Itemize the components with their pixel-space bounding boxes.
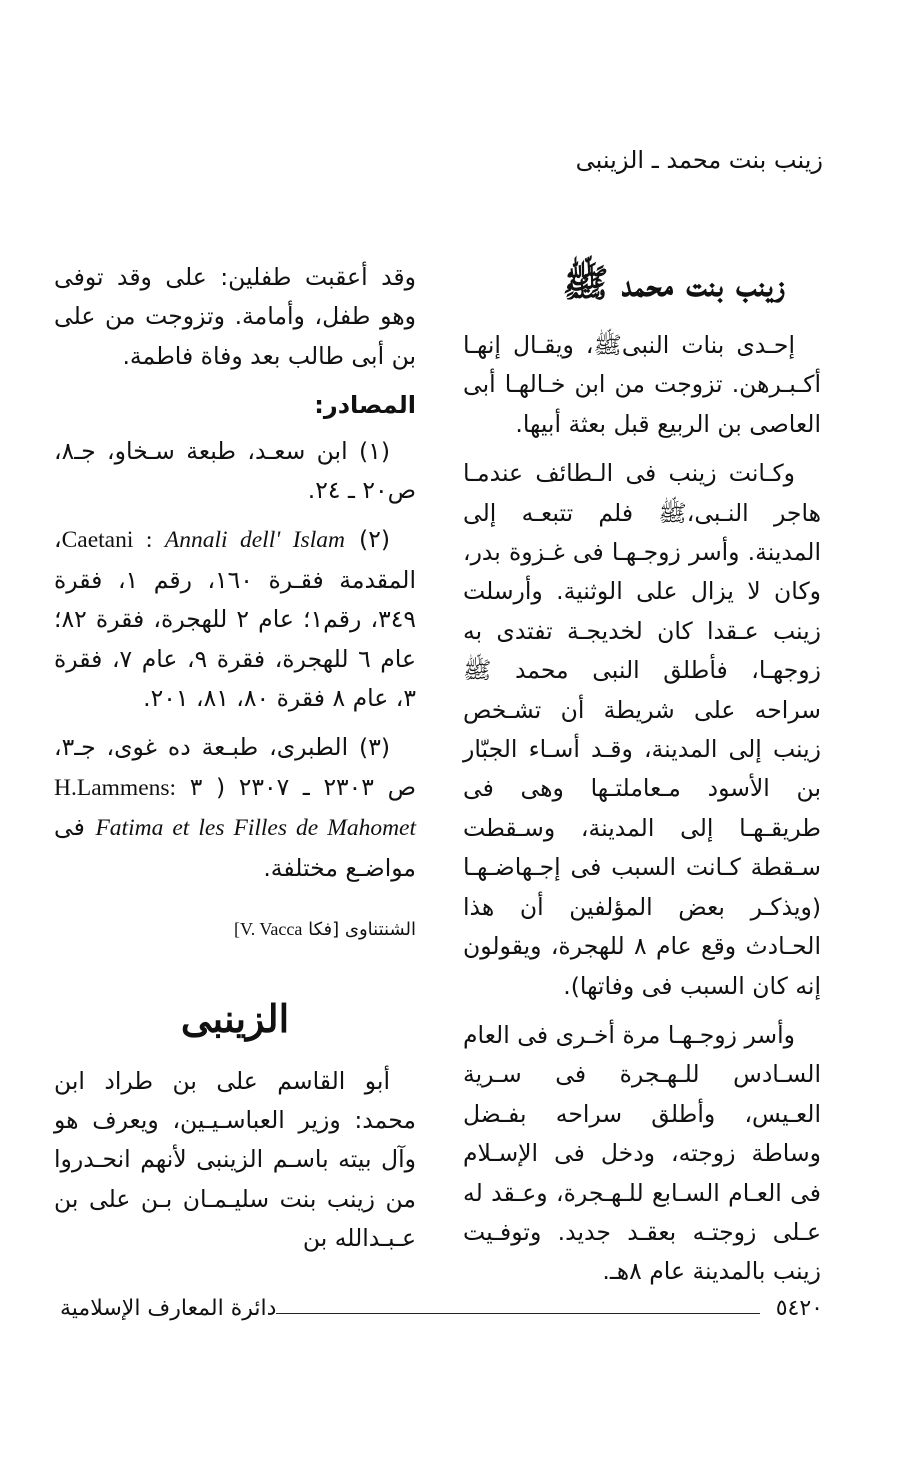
author-arabic: الشنتناوى [فكا bbox=[308, 919, 416, 941]
source-detail: ، المقدمة فقـرة ١٦٠، رقم ١، فقرة ٣٤٩، رقم١؛ عام ٢ للهجرة، فقرة ٨٢؛ عام ٦ للهجرة، فقرة ٩، عام ٧، فقرة ٣، عام ٨ فقرة ٨٠، ٨١، ٢٠١. bbox=[54, 525, 416, 713]
source-author-latin: H.Lammens: bbox=[54, 774, 177, 801]
author-latin: V. Vacca] bbox=[234, 919, 303, 940]
source-entry-2 bbox=[54, 520, 416, 718]
source-detail: (٣) الطبرى، طبـعة ده غوى، جـ٣، ص ٢٣٠٣ ـ ٢٣٠٧ ( ٣ bbox=[54, 733, 416, 801]
source-number: (٢) bbox=[344, 525, 391, 554]
source-title-latin: Annali dell' Islam bbox=[164, 527, 345, 554]
paragraph: إحـدى بنات النبىﷺ، ويقـال إنهـا أكـبـرهن. تزوجت من ابن خـالهـا أبى العاصى بن الربيع قبل بعثة أبيها. bbox=[463, 331, 821, 438]
footer-divider bbox=[276, 1313, 760, 1314]
source-entry-1: (١) ابن سعـد، طبعة سـخاو، جـ٨، ص٢٠ ـ ٢٤. bbox=[54, 436, 416, 505]
sources-heading: المصادر: bbox=[314, 391, 416, 420]
running-header: زينب بنت محمد ـ الزينبى bbox=[575, 146, 823, 174]
source-author-latin: Caetani : bbox=[61, 527, 165, 554]
source-entry-3 bbox=[54, 728, 416, 888]
source-title-latin: Fatima et les Filles de Mahomet bbox=[95, 815, 416, 842]
paragraph: أبو القاسم على بن طراد ابن محمد: وزير العباسـيـين، ويعرف هو وآل بيته باسـم الزينبى لأنهم انحـدروا من زينب بنت سليـمـان بـن على بن عـبـدالله بن bbox=[54, 1066, 416, 1253]
article-author bbox=[54, 910, 416, 949]
page-number: ٥٤٢٠ bbox=[775, 1296, 823, 1321]
paragraph: وكـانت زينب فى الـطائف عندمـا هاجر النـبى،ﷺ فلم تتبعـه إلى المدينة. وأسر زوجـهـا فى غـزوة بدر، وكان لا يزال على الوثنية. وأرسلت زينب عـقدا كان لخديجـة تفتدى به زوجهـا، فأطلق النبى محمد ﷺ سراحه على شريطة أن تشـخص زينب إلى المدينة، وقـد أسـاء الجبّار بن الأسود مـعاملتـها وهى فى طريقـهـا إلى المدينة، وسـقطت سـقطة كـانت السبب فى إجـهاضـهـا (ويذكـر بعض المؤلفين أن هذا الحـادث وقع عام ٨ للهجرة، ويقولون إنه كان السبب فى وفاتها). bbox=[463, 459, 821, 1000]
source-latin bbox=[62, 527, 345, 553]
article-title-zaynabi: الزينبى bbox=[180, 995, 290, 1041]
publication-title: دائرة المعارف الإسلامية bbox=[60, 1296, 277, 1321]
left-column bbox=[54, 258, 416, 1269]
right-column bbox=[463, 258, 821, 1302]
paragraph: وقد أعقبت طفلين: على وقد توفى وهو طفل، وأمامة. وتزوجت من على بن أبى طالب بعد وفاة فاطمة. bbox=[54, 263, 416, 370]
article-title-zaynab: زينب بنت محمد ﷺ bbox=[562, 260, 785, 305]
paragraph: وأسر زوجـهـا مرة أخـرى فى العام السـادس للـهـجرة فى سـرية العـيس، وأطلق سراحه بفـضل وساطة زوجته، ودخل فى الإسـلام فى العـام السـابع للـهـجرة، وعـقد له عـلى زوجتـه بعقـد جديد. وتوفـيت زينب بالمدينة عام ٨هـ. bbox=[463, 1020, 821, 1286]
source-detail: فى مواضـع مختلفة. bbox=[54, 813, 416, 882]
